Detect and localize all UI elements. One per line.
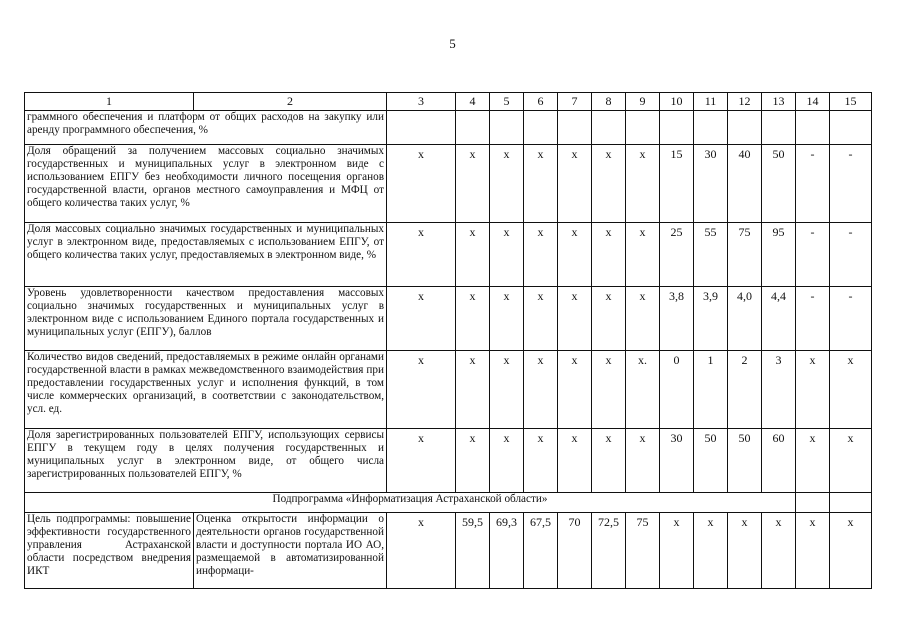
- indicator-value: x: [387, 351, 456, 429]
- indicator-value: x: [796, 429, 830, 493]
- indicator-value: 40: [728, 145, 762, 223]
- column-header: 11: [694, 93, 728, 111]
- column-header: 12: [728, 93, 762, 111]
- indicator-value: 3,8: [660, 287, 694, 351]
- indicator-value: x: [490, 287, 524, 351]
- indicator-value: 4,0: [728, 287, 762, 351]
- indicator-value: 75: [728, 223, 762, 287]
- indicator-value: 4,4: [762, 287, 796, 351]
- indicator-value: -: [830, 223, 872, 287]
- indicator-value: [456, 111, 490, 145]
- indicator-value: 59,5: [456, 513, 490, 589]
- indicator-value: x: [524, 287, 558, 351]
- indicator-value: x: [796, 351, 830, 429]
- column-header: 9: [626, 93, 660, 111]
- column-header: 15: [830, 93, 872, 111]
- indicator-value: 3: [762, 351, 796, 429]
- indicator-description: Уровень удовлетворенности качеством предоставления массовых социально значимых государственных и муниципальных услуг в электронном виде с использованием Единого портала государственных и муниципальных услуг (ЕПГУ), баллов: [25, 287, 387, 351]
- indicator-value: x: [456, 351, 490, 429]
- indicator-value: x: [592, 429, 626, 493]
- indicators-table: [24, 92, 872, 589]
- indicator-value: x: [558, 145, 592, 223]
- indicator-value: x: [694, 513, 728, 589]
- indicator-value: [660, 111, 694, 145]
- indicator-value: x: [387, 223, 456, 287]
- table-row: [25, 351, 872, 429]
- indicator-value: [490, 111, 524, 145]
- indicator-value: 67,5: [524, 513, 558, 589]
- indicator-value: x: [490, 223, 524, 287]
- indicator-value: 72,5: [592, 513, 626, 589]
- page-number: 5: [449, 36, 456, 51]
- indicator-value: x: [558, 429, 592, 493]
- indicator-value: x: [524, 351, 558, 429]
- indicator-value: x: [830, 429, 872, 493]
- column-header: 2: [194, 93, 387, 111]
- indicator-value: x: [592, 145, 626, 223]
- indicator-value: 60: [762, 429, 796, 493]
- indicator-value: x: [558, 223, 592, 287]
- indicator-description: Доля обращений за получением массовых социально значимых государственных и муниципальных услуг в электронном виде с использованием ЕПГУ без необходимости личного посещения органов государственной власти, органов местного самоуправления и МФЦ от общего количества таких услуг, %: [25, 145, 387, 223]
- indicator-value: 55: [694, 223, 728, 287]
- indicator-value: [830, 111, 872, 145]
- indicator-value: [694, 111, 728, 145]
- indicator-value: x: [490, 351, 524, 429]
- indicator-value: [387, 111, 456, 145]
- indicator-value: 0: [660, 351, 694, 429]
- indicator-value: x: [524, 429, 558, 493]
- indicator-value: 95: [762, 223, 796, 287]
- column-header: 4: [456, 93, 490, 111]
- indicator-value: -: [830, 287, 872, 351]
- indicator-description: Количество видов сведений, предоставляемых в режиме онлайн органами государственной власти в рамках межведомственного взаимодействия при предоставлении государственных услуг и исполнения функций, в том числе коммерческих организаций, в соответствии с законодательством, усл. ед.: [25, 351, 387, 429]
- indicator-value: x: [456, 429, 490, 493]
- indicator-value: x: [387, 145, 456, 223]
- indicator-value: x: [830, 513, 872, 589]
- subprogram-goal: Цель подпрограммы: повышение эффективности государственного управления Астраханской области посредством внедрения ИКТ: [25, 513, 194, 589]
- indicator-value: 3,9: [694, 287, 728, 351]
- indicator-value: 30: [660, 429, 694, 493]
- table-row: [25, 287, 872, 351]
- indicator-value: -: [796, 287, 830, 351]
- indicator-value: x: [456, 145, 490, 223]
- indicator-value: x: [626, 287, 660, 351]
- indicator-value: x: [626, 429, 660, 493]
- indicator-value: x: [728, 513, 762, 589]
- indicator-value: 1: [694, 351, 728, 429]
- column-header: 5: [490, 93, 524, 111]
- indicator-value: x: [558, 351, 592, 429]
- indicator-value: x: [387, 429, 456, 493]
- column-header: 3: [387, 93, 456, 111]
- indicator-value: 50: [694, 429, 728, 493]
- column-header: 6: [524, 93, 558, 111]
- indicator-value: [524, 111, 558, 145]
- indicator-value: -: [796, 223, 830, 287]
- indicator-value: x: [796, 513, 830, 589]
- indicator-value: x: [762, 513, 796, 589]
- indicator-value: x: [524, 223, 558, 287]
- indicator-value: 30: [694, 145, 728, 223]
- indicator-value: x: [592, 287, 626, 351]
- indicator-value: x: [456, 287, 490, 351]
- indicator-value: x: [830, 351, 872, 429]
- table-row: [25, 429, 872, 493]
- subprogram-row: [25, 493, 872, 513]
- indicator-value: -: [796, 145, 830, 223]
- indicator-value: x: [387, 287, 456, 351]
- empty-cell: [796, 493, 830, 513]
- indicator-description: Доля зарегистрированных пользователей ЕПГУ, использующих сервисы ЕПГУ в текущем году в целях получения государственных и муниципальных услуг в электронном виде, от общего числа зарегистрированных пользователей ЕПГУ, %: [25, 429, 387, 493]
- indicator-value: 70: [558, 513, 592, 589]
- indicator-value: [796, 111, 830, 145]
- table-row: [25, 223, 872, 287]
- subprogram-title: Подпрограмма «Информатизация Астраханской области»: [25, 493, 796, 513]
- indicator-value: x: [592, 223, 626, 287]
- indicator-value: 50: [728, 429, 762, 493]
- indicator-value: x: [387, 513, 456, 589]
- indicator-value: x: [626, 223, 660, 287]
- indicator-value: [626, 111, 660, 145]
- indicator-value: x: [490, 429, 524, 493]
- indicator-value: x: [456, 223, 490, 287]
- indicator-value: -: [830, 145, 872, 223]
- table-row: [25, 111, 872, 145]
- column-header: 7: [558, 93, 592, 111]
- indicator-value: [558, 111, 592, 145]
- indicator-value: x: [524, 145, 558, 223]
- indicator-value: 75: [626, 513, 660, 589]
- indicator-description: граммного обеспечения и платформ от общих расходов на закупку или аренду программного обеспечения, %: [25, 111, 387, 145]
- table-row: [25, 145, 872, 223]
- indicator-value: x: [626, 145, 660, 223]
- goal-row: [25, 513, 872, 589]
- indicator-value: 2: [728, 351, 762, 429]
- indicator-description: Доля массовых социально значимых государственных и муниципальных услуг в электронном виде, предоставляемых с использованием ЕПГУ, от общего количества таких услуг, предоставляемых в электронном виде, %: [25, 223, 387, 287]
- indicator-value: x: [558, 287, 592, 351]
- column-header: 8: [592, 93, 626, 111]
- indicator-value: x: [490, 145, 524, 223]
- indicator-value: [728, 111, 762, 145]
- column-header: 10: [660, 93, 694, 111]
- indicator-value: [592, 111, 626, 145]
- empty-cell: [830, 493, 872, 513]
- indicator-value: x: [660, 513, 694, 589]
- header-row: [25, 93, 872, 111]
- indicator-value: 69,3: [490, 513, 524, 589]
- indicator-description: Оценка открытости информации о деятельности органов государственной власти и доступности портала ИО АО, размещаемой в автоматизированной информаци-: [194, 513, 387, 589]
- indicator-value: 50: [762, 145, 796, 223]
- indicator-value: 25: [660, 223, 694, 287]
- column-header: 13: [762, 93, 796, 111]
- indicator-value: [762, 111, 796, 145]
- indicator-value: x.: [626, 351, 660, 429]
- indicator-value: 15: [660, 145, 694, 223]
- column-header: 14: [796, 93, 830, 111]
- column-header: 1: [25, 93, 194, 111]
- indicator-value: x: [592, 351, 626, 429]
